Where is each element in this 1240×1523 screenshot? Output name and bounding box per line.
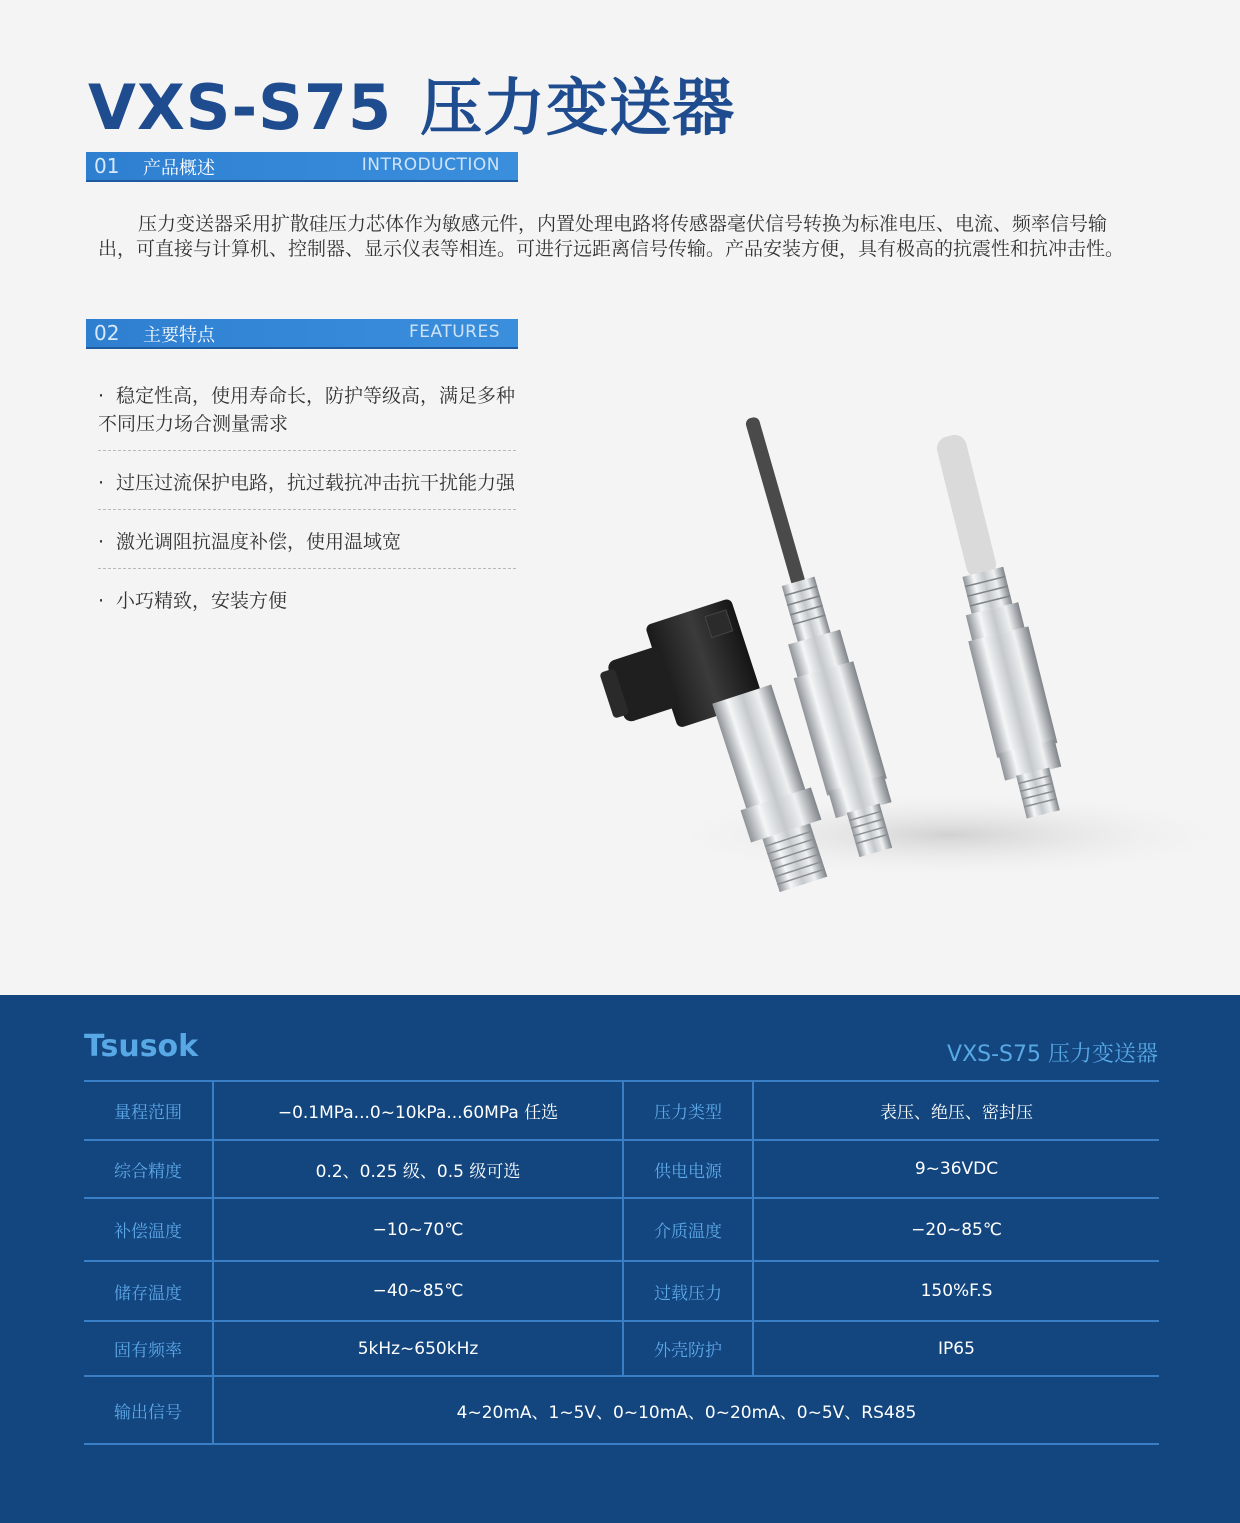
table-row (84, 1198, 1159, 1261)
table-row (84, 1081, 1159, 1140)
table-row (84, 1376, 1159, 1444)
intro-paragraph: 压力变送器采用扩散硅压力芯体作为敏感元件，内置处理电路将传感器毫伏信号转换为标准电压、电流、频率信号输出，可直接与计算机、控制器、显示仪表等相连。可进行远距离信号传输。产品安装方便，具有极高的抗震性和抗冲击性。 (98, 213, 1125, 260)
spec-panel-title: VXS-S75 压力变送器 (947, 1042, 1158, 1067)
feature-item (98, 585, 516, 627)
transmitter-white-cable (919, 428, 1074, 821)
bullet: · (98, 472, 105, 494)
spec-label: 供电电源 (623, 1140, 753, 1198)
bullet: · (98, 590, 105, 612)
product-name: 压力变送器 (420, 71, 736, 144)
spec-value: 4~20mA、1~5V、0~10mA、0~20mA、0~5V、RS485 (213, 1376, 1159, 1444)
spec-panel (0, 995, 1240, 1523)
spec-label: 介质温度 (623, 1198, 753, 1261)
spec-label: 补偿温度 (84, 1198, 213, 1261)
spec-label: 外壳防护 (623, 1321, 753, 1376)
section-number: 02 (94, 321, 120, 345)
spec-value: 5kHz~650kHz (213, 1321, 623, 1376)
feature-item (98, 467, 516, 510)
table-row (84, 1261, 1159, 1321)
table-row (84, 1140, 1159, 1198)
feature-list (98, 380, 516, 643)
feature-item (98, 526, 516, 569)
section-title: 主要特点 (143, 325, 215, 346)
spec-value: −40~85℃ (213, 1261, 623, 1321)
bullet: · (98, 531, 105, 553)
spec-value: 150%F.S (753, 1261, 1159, 1321)
spec-value: 9~36VDC (753, 1140, 1159, 1198)
section-header-intro (86, 152, 518, 180)
feature-item (98, 380, 516, 451)
product-image (590, 380, 1240, 910)
spec-label: 储存温度 (84, 1261, 213, 1321)
spec-label: 综合精度 (84, 1140, 213, 1198)
feature-text: 稳定性高，使用寿命长，防护等级高，满足多种不同压力场合测量需求 (98, 385, 516, 435)
spec-value: −10~70℃ (213, 1198, 623, 1261)
spec-label: 过载压力 (623, 1261, 753, 1321)
brand-logo: Tsusok (84, 1029, 199, 1064)
spec-label: 压力类型 (623, 1081, 753, 1140)
table-row (84, 1321, 1159, 1376)
spec-table (84, 1080, 1159, 1445)
bullet: · (98, 385, 105, 407)
spec-value: IP65 (753, 1321, 1159, 1376)
spec-label: 量程范围 (84, 1081, 213, 1140)
section-header-features (86, 319, 518, 347)
section-title-en: FEATURES (408, 322, 500, 342)
section-number: 01 (94, 154, 120, 178)
spec-value: 0.2、0.25 级、0.5 级可选 (213, 1140, 623, 1198)
section-title: 产品概述 (143, 158, 215, 179)
spec-value: −20~85℃ (753, 1198, 1159, 1261)
spec-label: 输出信号 (84, 1376, 213, 1444)
feature-text: 小巧精致，安装方便 (116, 590, 288, 612)
feature-text: 激光调阻抗温度补偿，使用温域宽 (116, 531, 402, 553)
model-name: VXS-S75 (88, 71, 393, 144)
spec-value: 表压、绝压、密封压 (753, 1081, 1159, 1140)
spec-value: −0.1MPa...0~10kPa...60MPa 任选 (213, 1081, 623, 1140)
section-title-en: INTRODUCTION (361, 155, 500, 175)
spec-label: 固有频率 (84, 1321, 213, 1376)
page-title (88, 58, 735, 147)
feature-text: 过压过流保护电路，抗过载抗冲击抗干扰能力强 (116, 472, 516, 494)
